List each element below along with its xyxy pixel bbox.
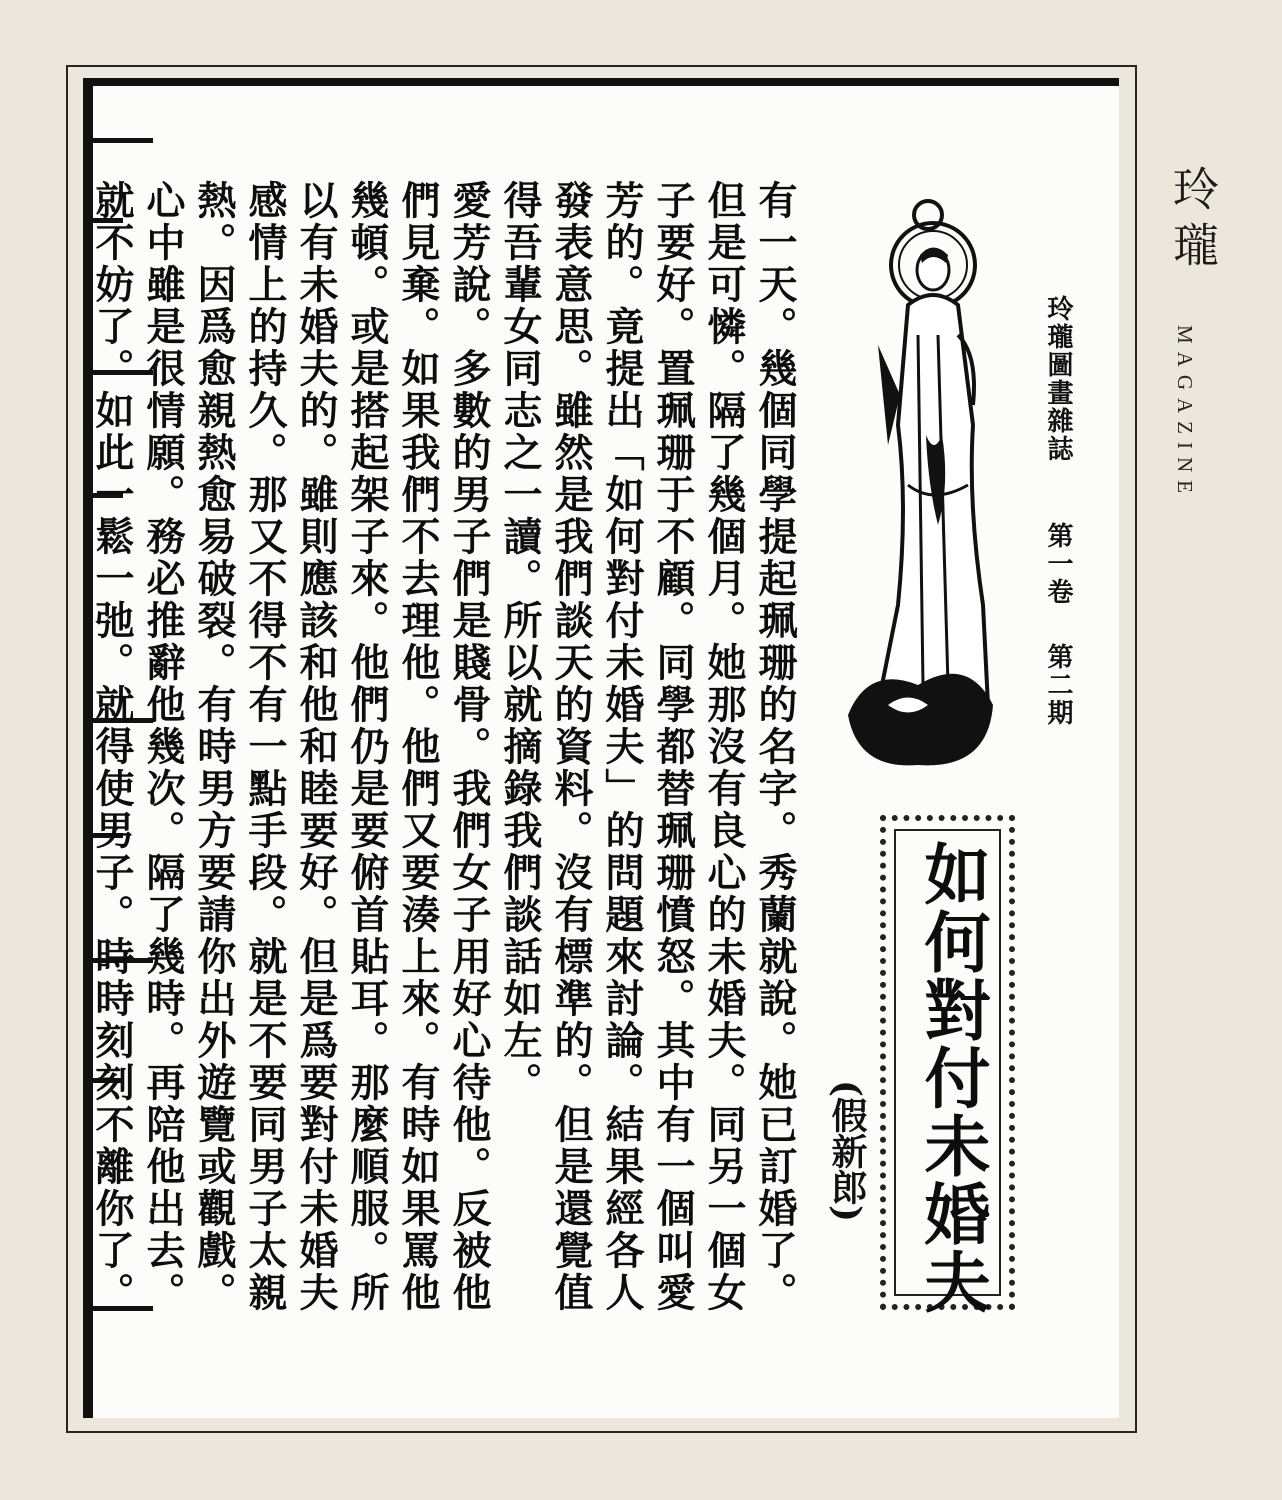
brand-subtitle: MAGAZINE (1173, 325, 1197, 501)
article-title: 如何對付未婚夫 (913, 840, 991, 1316)
running-header (1040, 295, 1077, 727)
paragraph: 愛芳說。多數的男子們是賤骨。我們女子用好心待他。反被他們見棄。如果我們不去理他。他們又要湊上來。有時如果罵他幾頓。或是搭起架子來。他們仍是要俯首貼耳。那麼順服。所以有未婚夫的。雖則應該和他和睦要好。但是爲要對付未婚夫感情上的持久。那又不得不有一點手段。就是不要同男子太親熱。因爲愈親熱愈易破裂。有時男方要請你出外遊覽或觀戲。心中雖是很情願。務必推辭他幾次。隔了幾時。再陪他出去。就不妨了。如此一鬆一弛。就得使男子。時時刻刻不離你了。 (89, 180, 492, 1314)
volume-label: 第一卷 (1043, 522, 1073, 607)
goddess-illustration-icon (838, 185, 998, 775)
paragraph: 有一天。幾個同學提起珮珊的名字。秀蘭就說。她已訂婚了。但是可憐。隔了幾個月。她那沒有良心的未婚夫。同另一個女子要好。置珮珊于不顧。同學都替珮珊憤怒。其中有一個叫愛芳的。竟提出「如何對付未婚夫」的問題來討論。結果經各人發表意思。雖然是我們談天的資料。沒有標準的。但是還覺值得吾輩女同志之一讀。所以就摘錄我們談話如左。 (497, 180, 798, 1314)
binding-tick (83, 138, 153, 143)
top-rule (83, 78, 1119, 86)
issue-label: 第二期 (1043, 643, 1073, 728)
article-body (89, 180, 800, 1330)
brand-title: 玲瓏 (1166, 165, 1220, 277)
magazine-name: 玲瓏圖畫雜誌 (1043, 295, 1073, 463)
author-byline: (假新郎) (826, 1080, 868, 1223)
